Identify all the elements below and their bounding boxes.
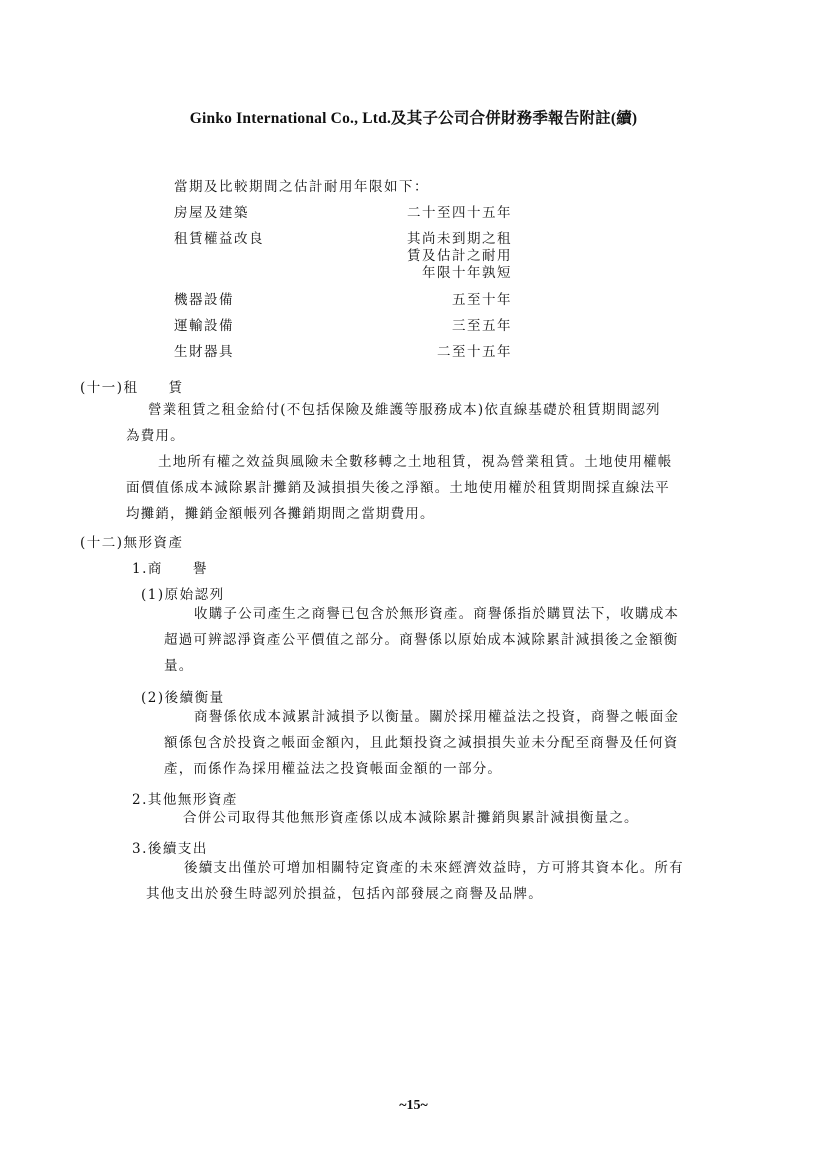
page-number: ~15~ bbox=[399, 1098, 428, 1113]
useful-life-label: 生財器具 bbox=[174, 344, 234, 360]
useful-life-value: 五至十年 bbox=[452, 292, 512, 308]
page-title: Ginko International Co., Ltd.及其子公司合併財務季報告附註(續) bbox=[189, 110, 638, 127]
text-line: 量。 bbox=[164, 658, 194, 674]
goodwill-initial-paragraph bbox=[164, 601, 679, 679]
section-heading-lease: (十一)租 賃 bbox=[80, 380, 184, 396]
subsection-heading-other-intangible: 2.其他無形資產 bbox=[132, 792, 238, 808]
section-heading-intangible: (十二)無形資產 bbox=[80, 535, 184, 551]
useful-life-value: 二十至四十五年 bbox=[407, 205, 512, 221]
useful-life-value: 三至五年 bbox=[452, 318, 512, 334]
useful-life-label: 租賃權益改良 bbox=[174, 231, 264, 247]
item-heading-subsequent: (2)後續衡量 bbox=[141, 690, 225, 706]
useful-life-value: 年限十年孰短 bbox=[422, 265, 512, 281]
item-heading-initial: (1)原始認列 bbox=[141, 587, 225, 603]
text-line: 為費用。 bbox=[126, 428, 185, 444]
goodwill-subsequent-paragraph bbox=[164, 704, 679, 782]
text-line: 商譽係依成本減累計減損予以衡量。關於採用權益法之投資，商譽之帳面金 bbox=[194, 709, 680, 725]
text-line: 產，而係作為採用權益法之投資帳面金額的一部分。 bbox=[164, 761, 503, 777]
subsection-heading-subsequent-expenditure: 3.後續支出 bbox=[132, 841, 208, 857]
text-line: 均攤銷，攤銷金額帳列各攤銷期間之當期費用。 bbox=[126, 506, 435, 522]
useful-life-intro: 當期及比較期間之估計耐用年限如下： bbox=[174, 179, 429, 195]
useful-life-value: 二至十五年 bbox=[437, 344, 512, 360]
useful-life-label: 運輸設備 bbox=[174, 318, 234, 334]
text-line: 合併公司取得其他無形資產係以成本減除累計攤銷與累計減損衡量之。 bbox=[183, 810, 639, 826]
text-line: 面價值係成本減除累計攤銷及減損損失後之淨額。土地使用權於租賃期間採直線法平 bbox=[126, 480, 670, 496]
useful-life-value: 賃及估計之耐用 bbox=[407, 248, 512, 264]
useful-life-value: 其尚未到期之租 bbox=[407, 231, 512, 247]
text-line: 土地所有權之效益與風險未全數移轉之土地租賃，視為營業租賃。土地使用權帳 bbox=[158, 454, 673, 470]
subsection-heading-goodwill: 1.商 譽 bbox=[132, 561, 208, 577]
other-intangible-paragraph bbox=[183, 805, 639, 831]
text-line: 營業租賃之租金給付(不包括保險及維護等服務成本)依直線基礎於租賃期間認列 bbox=[148, 402, 661, 418]
lease-paragraph-1 bbox=[126, 397, 661, 449]
useful-life-label: 房屋及建築 bbox=[174, 205, 249, 221]
useful-life-label: 機器設備 bbox=[174, 292, 234, 308]
text-line: 超過可辨認淨資產公平價值之部分。商譽係以原始成本減除累計減損後之金額衡 bbox=[164, 632, 679, 648]
lease-paragraph-2 bbox=[126, 449, 673, 527]
text-line: 收購子公司產生之商譽已包含於無形資產。商譽係指於購買法下，收購成本 bbox=[194, 606, 680, 622]
text-line: 後續支出僅於可增加相關特定資產的未來經濟效益時，方可將其資本化。所有 bbox=[184, 860, 684, 876]
subsequent-expenditure-paragraph bbox=[146, 855, 684, 907]
text-line: 額係包含於投資之帳面金額內，且此類投資之減損損失並未分配至商譽及任何資 bbox=[164, 735, 679, 751]
text-line: 其他支出於發生時認列於損益，包括內部發展之商譽及品牌。 bbox=[146, 886, 543, 902]
